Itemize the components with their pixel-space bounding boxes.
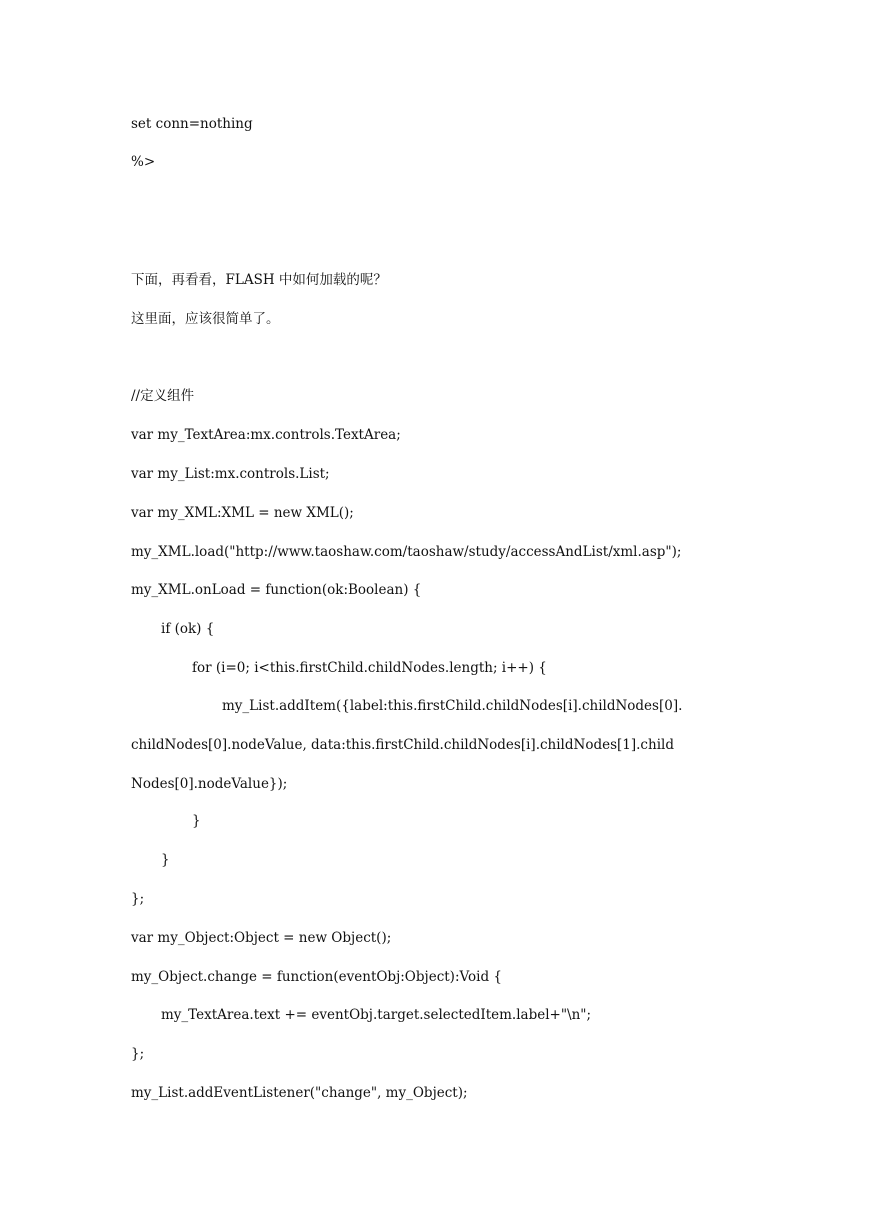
code-line: var my_XML:XML = new XML();: [131, 505, 354, 521]
code-line: my_Object.change = function(eventObj:Object):Void {: [131, 969, 502, 985]
code-line: if (ok) {: [161, 621, 215, 637]
paragraph-text: 下面，再看看，FLASH 中如何加载的呢？: [131, 272, 387, 288]
code-line: Nodes[0].nodeValue});: [131, 776, 288, 792]
code-line: my_TextArea.text += eventObj.target.selectedItem.label+"\n";: [161, 1007, 592, 1023]
code-line: };: [131, 1046, 145, 1062]
code-line: }: [161, 852, 170, 868]
code-line: childNodes[0].nodeValue, data:this.firstChild.childNodes[i].childNodes[1].child: [131, 737, 674, 753]
code-line: for (i=0; i<this.firstChild.childNodes.length; i++) {: [192, 660, 547, 676]
code-line: %>: [131, 154, 156, 170]
paragraph-text: 这里面，应该很简单了。: [131, 311, 280, 327]
code-line: my_List.addEventListener("change", my_Object);: [131, 1085, 468, 1101]
code-comment: //定义组件: [131, 388, 195, 404]
code-line: my_XML.onLoad = function(ok:Boolean) {: [131, 582, 422, 598]
code-line: var my_TextArea:mx.controls.TextArea;: [131, 427, 401, 443]
code-line: };: [131, 891, 145, 907]
code-line: my_XML.load("http://www.taoshaw.com/taoshaw/study/accessAndList/xml.asp");: [131, 544, 682, 560]
code-line: }: [192, 813, 201, 829]
code-line: my_List.addItem({label:this.firstChild.childNodes[i].childNodes[0].: [222, 698, 683, 714]
code-line: set conn=nothing: [131, 116, 253, 132]
code-line: var my_Object:Object = new Object();: [131, 930, 392, 946]
code-line: var my_List:mx.controls.List;: [131, 466, 330, 482]
